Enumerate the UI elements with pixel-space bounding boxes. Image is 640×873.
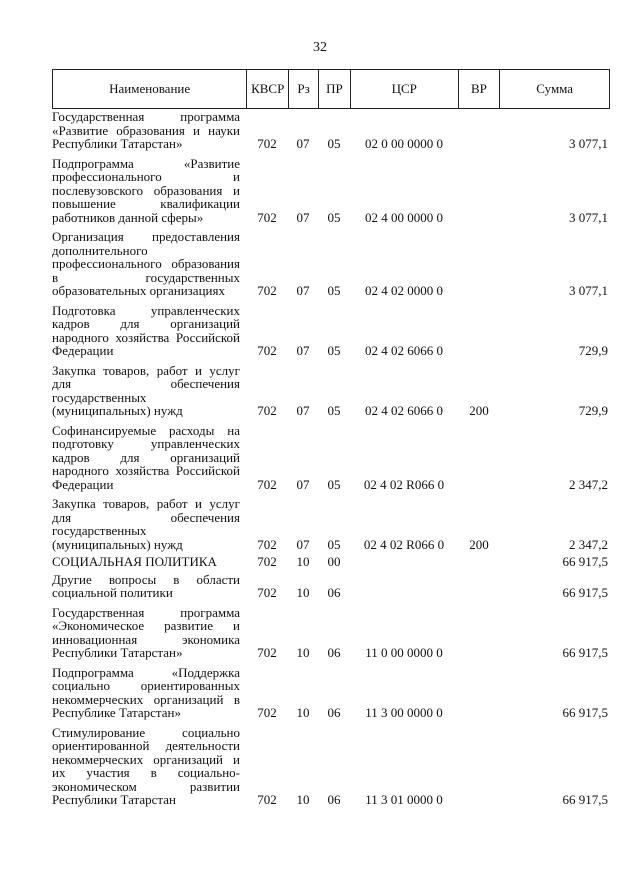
- row-rz: 07: [296, 209, 310, 225]
- row-sum: 729,9: [578, 343, 608, 358]
- row-csr: 02 0 00 0000 0: [365, 136, 443, 151]
- table-row: [52, 157, 610, 225]
- row-csr: 11 3 00 0000 0: [365, 705, 443, 720]
- row-vr: 200: [469, 403, 489, 418]
- row-vr: [458, 666, 500, 720]
- table-row: [52, 573, 610, 600]
- row-rz: 10: [296, 554, 310, 569]
- row-csr: [350, 555, 458, 569]
- row-sum: 2 347,2: [569, 536, 608, 552]
- row-name: Подготовка управленческих кадров для организаций народного хозяйства Российской Федерации: [52, 302, 240, 358]
- row-vr: [458, 606, 500, 660]
- header-sum: Сумма: [499, 70, 609, 108]
- row-kvsr: 702: [257, 343, 277, 358]
- row-sum: 3 077,1: [569, 136, 608, 151]
- row-name: Подпрограмма «Поддержка социально ориентированных некоммерческих организаций в Республике Татарстан»: [52, 664, 240, 720]
- row-sum: 66 917,5: [562, 585, 608, 600]
- row-vr: [458, 573, 500, 600]
- row-pr: 06: [327, 645, 341, 660]
- row-vr: [458, 230, 500, 298]
- row-pr: 06: [327, 585, 341, 600]
- row-name: Софинансируемые расходы на подготовку управленческих кадров для организаций народного хозяйства Российской Федерации: [52, 422, 240, 492]
- row-name: Подпрограмма «Развитие профессионального и послевузовского образования и повышение квалификации работников данной сферы»: [52, 155, 240, 225]
- row-kvsr: 702: [257, 536, 277, 552]
- row-kvsr: 702: [257, 585, 277, 600]
- table-row: [52, 606, 610, 660]
- row-vr: [458, 424, 500, 492]
- table-row: [52, 230, 610, 298]
- row-kvsr: 702: [257, 705, 277, 720]
- row-rz: 07: [296, 403, 310, 418]
- row-pr: 05: [327, 343, 341, 358]
- header-csr: ЦСР: [350, 70, 458, 108]
- row-pr: 06: [327, 705, 341, 720]
- row-csr: 02 4 00 0000 0: [365, 209, 443, 225]
- row-kvsr: 702: [257, 476, 277, 492]
- row-name: Закупка товаров, работ и услуг для обеспечения государственных (муниципальных) нужд: [52, 496, 240, 552]
- row-name: Государственная программа «Развитие образования и науки Республики Татарстан»: [52, 109, 240, 151]
- row-pr: 05: [327, 536, 341, 552]
- table-row: [52, 424, 610, 492]
- row-csr: 02 4 02 6066 0: [365, 403, 443, 418]
- row-rz: 07: [296, 283, 310, 298]
- row-kvsr: 702: [257, 403, 277, 418]
- row-rz: 10: [296, 585, 310, 600]
- row-vr: 200: [469, 536, 489, 552]
- row-csr: 11 0 00 0000 0: [365, 645, 443, 660]
- row-pr: 00: [327, 554, 341, 569]
- row-rz: 10: [296, 645, 310, 660]
- table-row: [52, 497, 610, 551]
- header-vr: ВР: [458, 70, 500, 108]
- row-sum: 3 077,1: [569, 209, 608, 225]
- row-kvsr: 702: [257, 136, 277, 151]
- table-row: [52, 666, 610, 720]
- row-sum: 66 917,5: [562, 554, 608, 569]
- row-name: Другие вопросы в области социальной политики: [52, 571, 240, 600]
- row-pr: 05: [327, 403, 341, 418]
- row-kvsr: 702: [257, 645, 277, 660]
- row-rz: 10: [296, 792, 310, 807]
- row-vr: [458, 157, 500, 225]
- row-rz: 07: [296, 343, 310, 358]
- table-row: [52, 555, 610, 569]
- row-kvsr: 702: [257, 209, 277, 225]
- row-sum: 2 347,2: [569, 476, 608, 492]
- row-name: Организация предоставления дополнительного профессионального образования в государственных образовательных организациях: [52, 229, 240, 298]
- row-name: Государственная программа «Экономическое развитие и инновационная экономика Республики Татарстан»: [52, 604, 240, 660]
- row-pr: 05: [327, 136, 341, 151]
- row-rz: 07: [296, 536, 310, 552]
- row-rz: 07: [296, 476, 310, 492]
- table-body: [52, 110, 610, 807]
- row-name: СОЦИАЛЬНАЯ ПОЛИТИКА: [52, 554, 217, 569]
- row-csr: 02 4 02 R066 0: [363, 536, 445, 552]
- row-kvsr: 702: [257, 554, 277, 569]
- row-vr: [458, 304, 500, 358]
- row-sum: 729,9: [578, 403, 608, 418]
- row-kvsr: 702: [257, 283, 277, 298]
- row-csr: 02 4 02 R066 0: [363, 476, 445, 492]
- row-sum: 66 917,5: [562, 645, 608, 660]
- table-header: [52, 69, 610, 109]
- row-csr: 02 4 02 0000 0: [365, 283, 443, 298]
- table-row: [52, 304, 610, 358]
- row-rz: 10: [296, 705, 310, 720]
- table-row: [52, 726, 610, 807]
- row-kvsr: 702: [257, 792, 277, 807]
- row-sum: 66 917,5: [562, 705, 608, 720]
- row-csr: 11 3 01 0000 0: [365, 792, 443, 807]
- row-csr: [350, 573, 458, 600]
- row-sum: 3 077,1: [569, 283, 608, 298]
- row-vr: [458, 726, 500, 807]
- table-row: [52, 110, 610, 151]
- row-sum: 66 917,5: [562, 792, 608, 807]
- header-kvsr: КВСР: [246, 70, 288, 108]
- page-number: 32: [313, 40, 327, 55]
- row-rz: 07: [296, 136, 310, 151]
- row-pr: 05: [327, 476, 341, 492]
- row-csr: 02 4 02 6066 0: [365, 343, 443, 358]
- header-pr: ПР: [318, 70, 350, 108]
- header-name: Наименование: [109, 81, 191, 96]
- table-row: [52, 364, 610, 418]
- header-rz: Рз: [288, 70, 318, 108]
- row-name: Стимулирование социально ориентированной деятельности некоммерческих организаций и их участия в социально-экономическом развитии Республики Татарстан: [52, 724, 240, 807]
- row-pr: 06: [327, 792, 341, 807]
- row-pr: 05: [327, 209, 341, 225]
- row-vr: [458, 110, 500, 151]
- row-vr: [458, 555, 500, 569]
- row-pr: 05: [327, 283, 341, 298]
- row-name: Закупка товаров, работ и услуг для обеспечения государственных (муниципальных) нужд: [52, 362, 240, 418]
